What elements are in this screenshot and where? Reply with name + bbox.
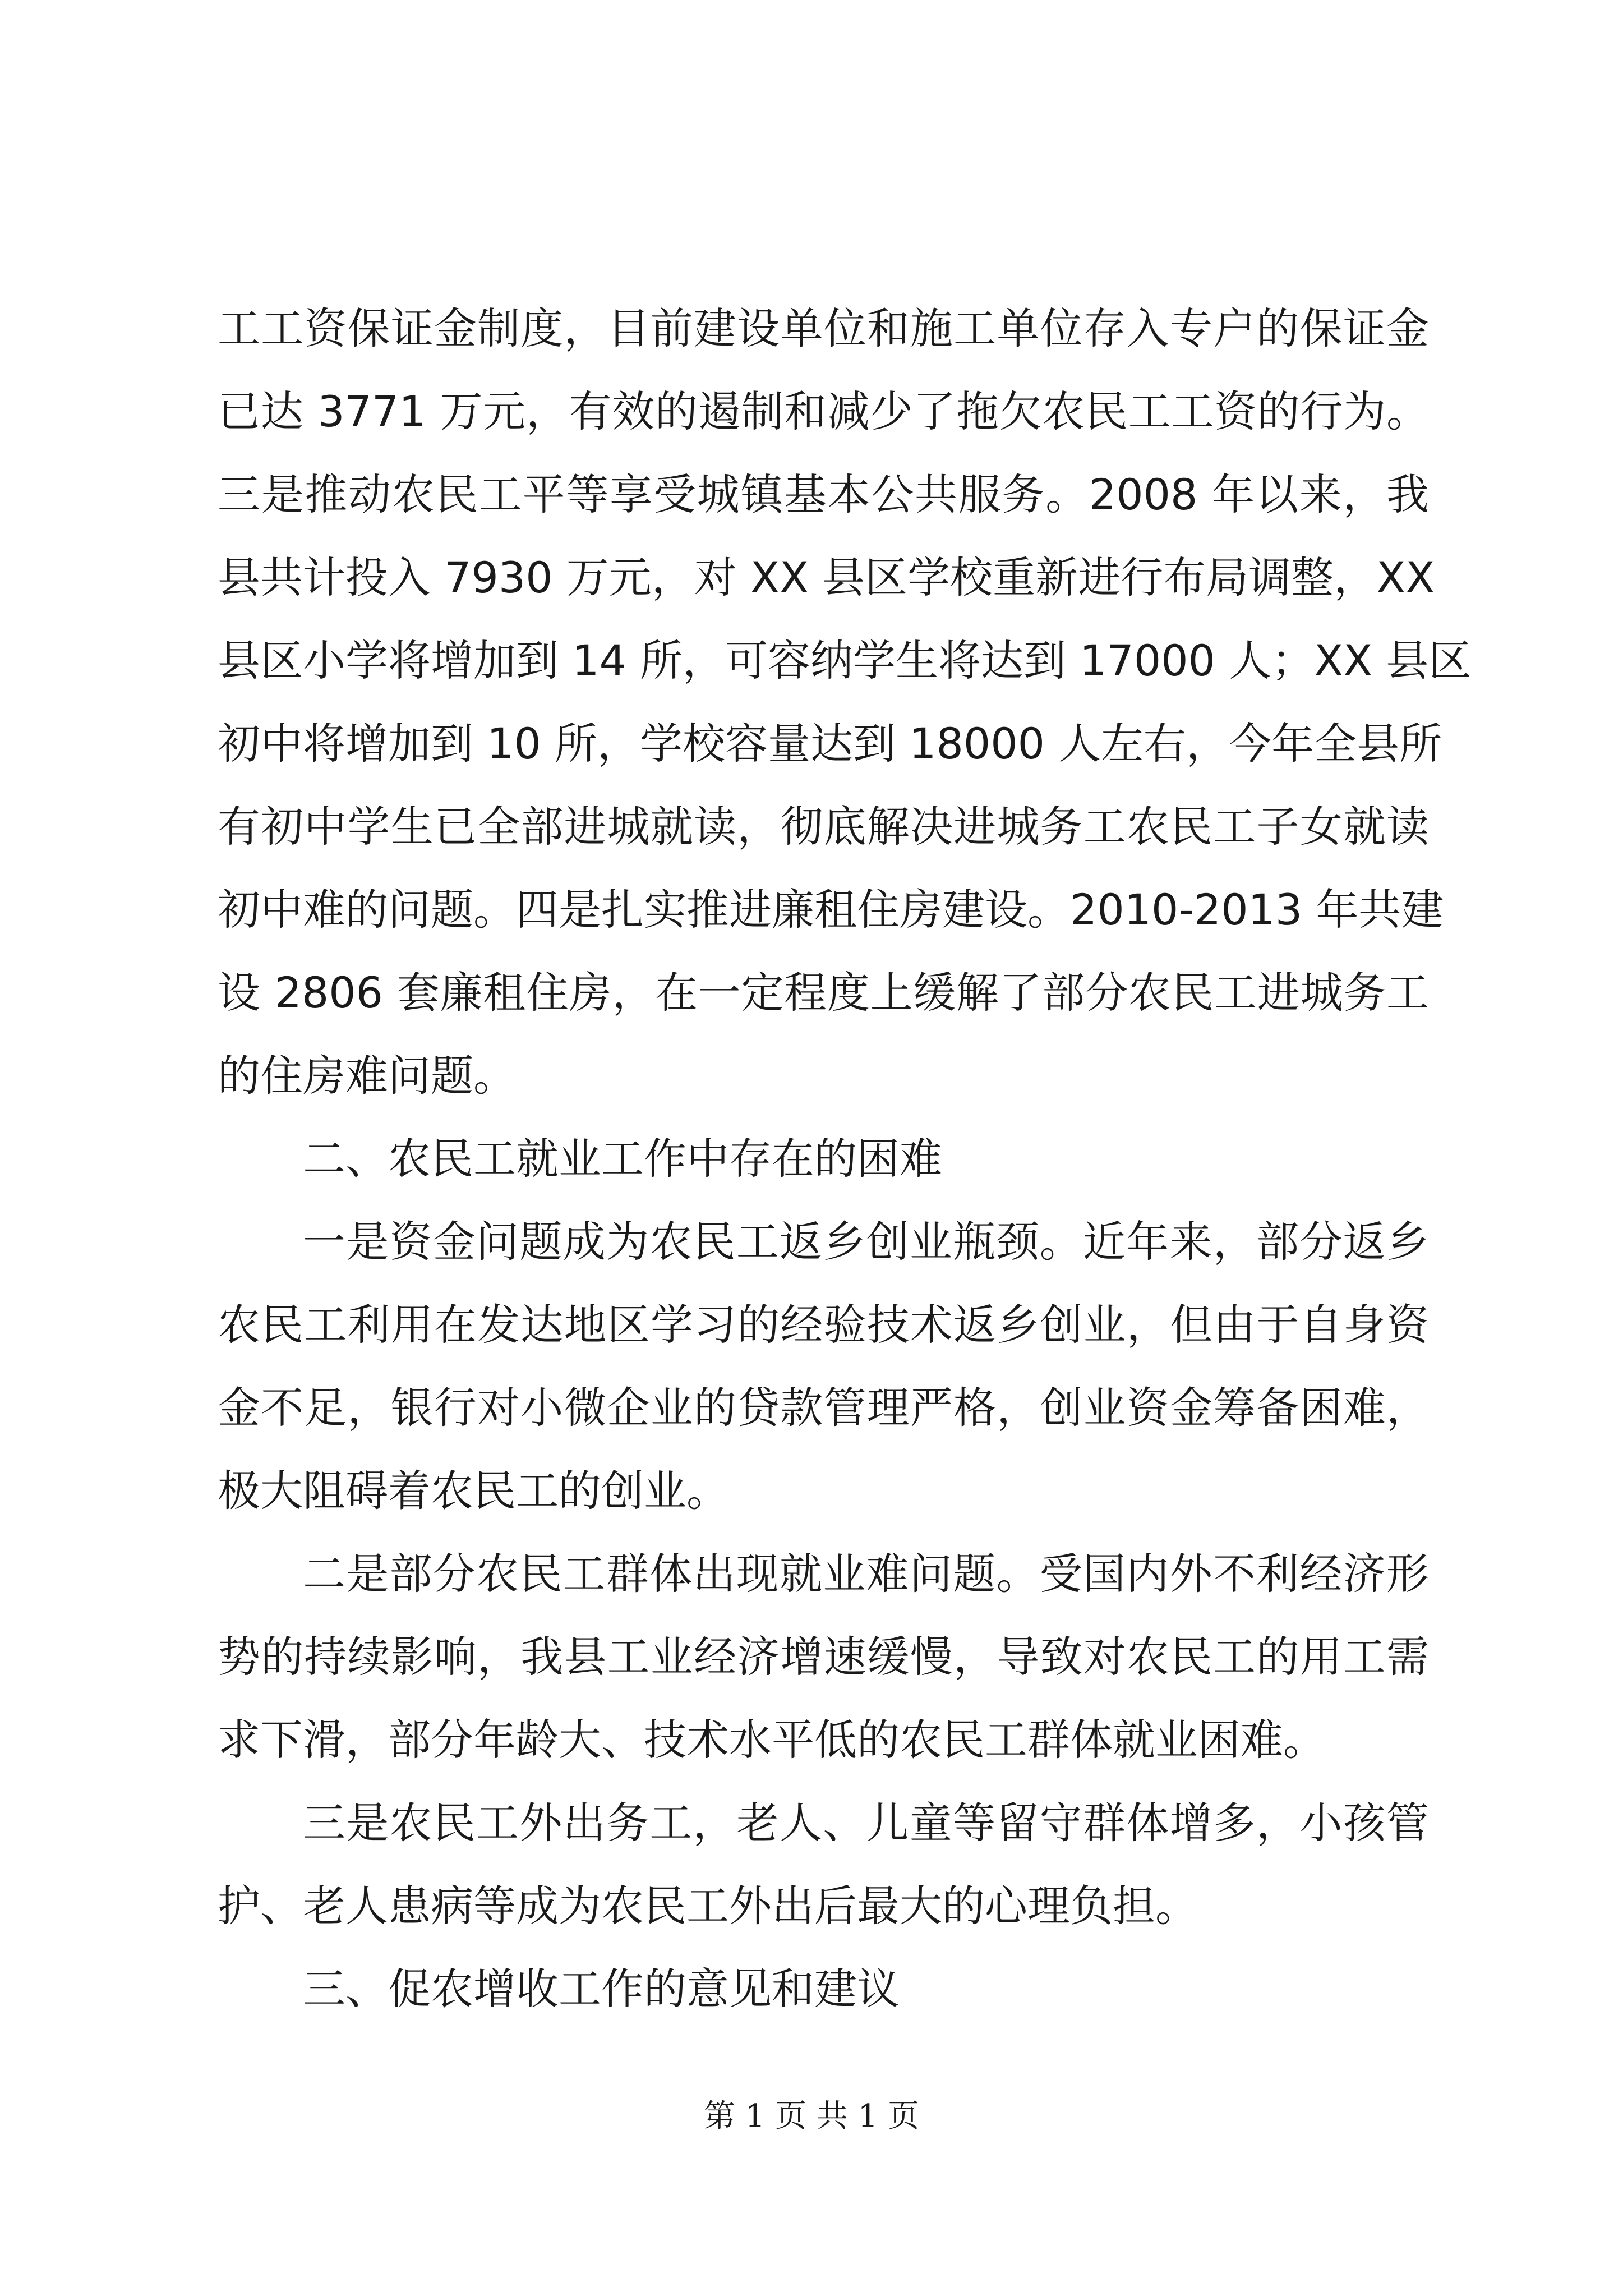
section-heading: 二、农民工就业工作中存在的困难 bbox=[303, 1134, 942, 1184]
text-line: 一是资金问题成为农民工返乡创业瓶颈。近年来，部分返乡 bbox=[303, 1217, 1429, 1267]
text-line: 护、老人患病等成为农民工外出后最大的心理负担。 bbox=[218, 1881, 1198, 1931]
text-line: 三是推动农民工平等享受城镇基本公共服务。2008 年以来，我 bbox=[218, 470, 1429, 519]
text-line: 的住房难问题。 bbox=[218, 1051, 516, 1101]
paragraph-left-behind bbox=[218, 1782, 1429, 1948]
text-line: 二是部分农民工群体出现就业难问题。受国内外不利经济形 bbox=[303, 1549, 1429, 1599]
text-line: 初中将增加到 10 所，学校容量达到 18000 人左右，今年全县所 bbox=[218, 719, 1442, 769]
text-line: 势的持续影响，我县工业经济增速缓慢，导致对农民工的用工需 bbox=[218, 1632, 1429, 1682]
paragraph-employment-difficulty bbox=[218, 1533, 1429, 1782]
text-line: 县区小学将增加到 14 所，可容纳学生将达到 17000 人；XX 县区 bbox=[218, 636, 1472, 685]
paragraph-education-housing bbox=[218, 287, 1472, 1117]
page-number-footer: 第 1 页 共 1 页 bbox=[703, 2098, 920, 2134]
text-line: 已达 3771 万元，有效的遏制和减少了拖欠农民工工资的行为。 bbox=[218, 386, 1429, 436]
text-line: 三是农民工外出务工，老人、儿童等留守群体增多，小孩管 bbox=[303, 1798, 1429, 1848]
text-line: 极大阻碍着农民工的创业。 bbox=[218, 1466, 729, 1516]
text-line: 农民工利用在发达地区学习的经验技术返乡创业，但由于自身资 bbox=[218, 1300, 1429, 1350]
document-body bbox=[218, 287, 1472, 2031]
text-line: 设 2806 套廉租住房，在一定程度上缓解了部分农民工进城务工 bbox=[218, 968, 1429, 1018]
text-line: 有初中学生已全部进城就读，彻底解决进城务工农民工子女就读 bbox=[218, 802, 1429, 852]
text-line: 金不足，银行对小微企业的贷款管理严格，创业资金筹备困难， bbox=[218, 1383, 1429, 1433]
section-heading-suggestions bbox=[218, 1948, 1429, 2031]
text-line: 工工资保证金制度，目前建设单位和施工单位存入专户的保证金 bbox=[218, 303, 1429, 353]
section-heading: 三、促农增收工作的意见和建议 bbox=[303, 1964, 900, 2014]
text-line: 初中难的问题。四是扎实推进廉租住房建设。2010-2013 年共建 bbox=[218, 885, 1444, 935]
paragraph-funding-bottleneck bbox=[218, 1200, 1429, 1533]
text-line: 县共计投入 7930 万元，对 XX 县区学校重新进行布局调整，XX bbox=[218, 553, 1435, 602]
section-heading-difficulties bbox=[218, 1117, 1429, 1200]
text-line: 求下滑，部分年龄大、技术水平低的农民工群体就业困难。 bbox=[218, 1715, 1326, 1765]
